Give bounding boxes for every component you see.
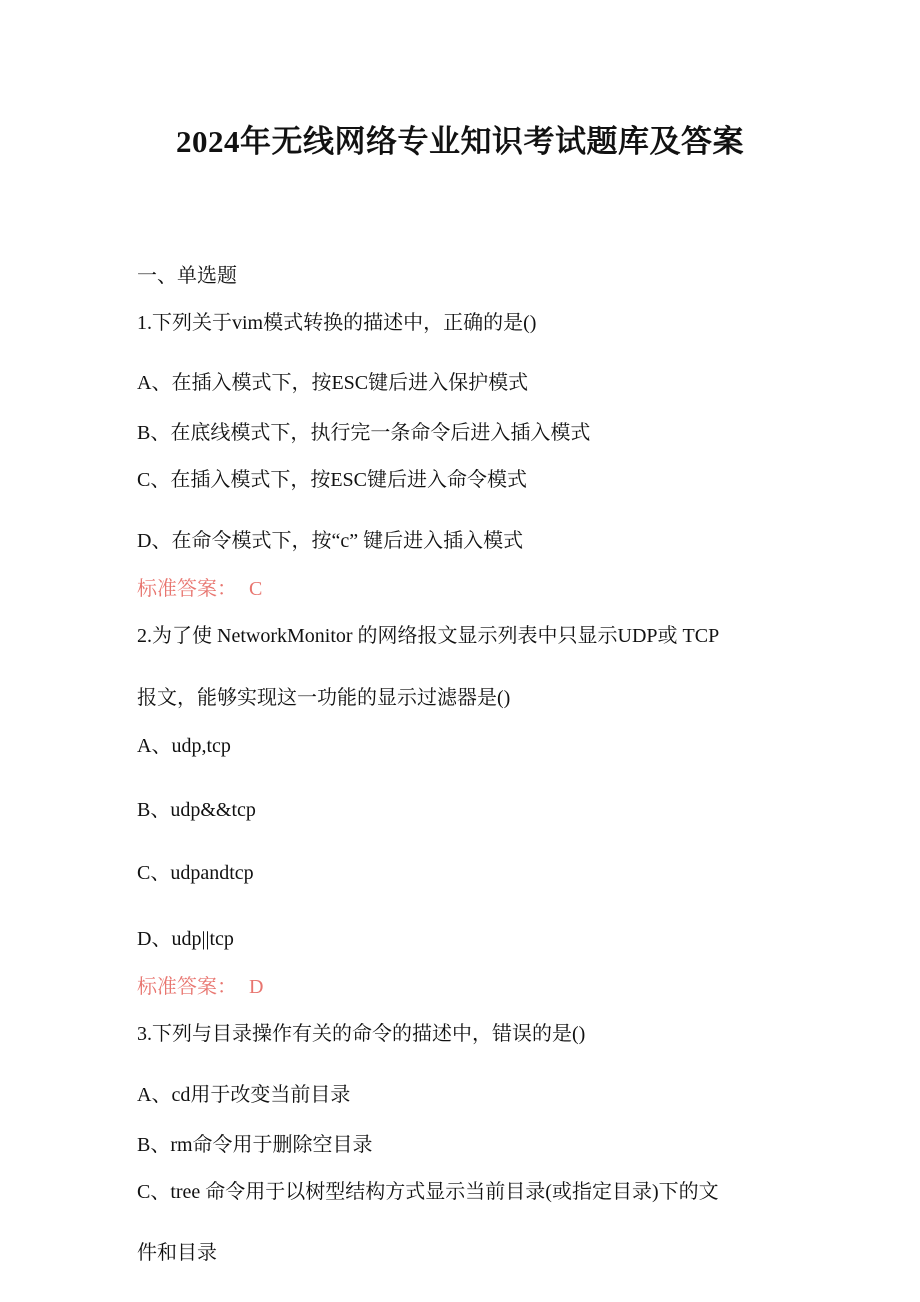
answer-label: 标准答案： [137, 578, 237, 600]
answer-value: C [249, 578, 263, 600]
question-1-option-b: B、在底线模式下，执行完一条命令后进入插入模式 [137, 422, 591, 444]
page-title: 2024年无线网络专业知识考试题库及答案 [176, 124, 744, 159]
question-3-text: 3.下列与目录操作有关的命令的描述中，错误的是() [137, 1023, 586, 1045]
question-2-option-c: C、udpandtcp [137, 862, 254, 884]
question-2-answer [137, 974, 263, 1000]
question-1-answer [137, 576, 262, 602]
question-2-text-line-1: 2.为了使 NetworkMonitor 的网络报文显示列表中只显示UDP或 TCP [137, 625, 720, 647]
question-2-option-b: B、udp&&tcp [137, 799, 256, 821]
question-2-option-d: D、udp||tcp [137, 928, 234, 950]
question-3-option-b: B、rm命令用于删除空目录 [137, 1134, 373, 1156]
question-1-option-c: C、在插入模式下，按ESC键后进入命令模式 [137, 469, 528, 491]
question-2-option-a: A、udp,tcp [137, 735, 231, 757]
question-3-option-c-continued: 件和目录 [137, 1242, 217, 1264]
question-2-text-line-2: 报文，能够实现这一功能的显示过滤器是() [137, 687, 511, 709]
answer-value: D [249, 976, 264, 998]
question-1-option-d: D、在命令模式下，按“c” 键后进入插入模式 [137, 530, 524, 552]
question-1-text: 1.下列关于vim模式转换的描述中，正确的是() [137, 312, 537, 334]
question-3-option-a: A、cd用于改变当前目录 [137, 1084, 351, 1106]
answer-label: 标准答案： [137, 976, 237, 998]
question-1-option-a: A、在插入模式下，按ESC键后进入保护模式 [137, 372, 529, 394]
section-heading: 一、单选题 [137, 265, 237, 287]
question-3-option-c: C、tree 命令用于以树型结构方式显示当前目录(或指定目录)下的文 [137, 1181, 719, 1203]
